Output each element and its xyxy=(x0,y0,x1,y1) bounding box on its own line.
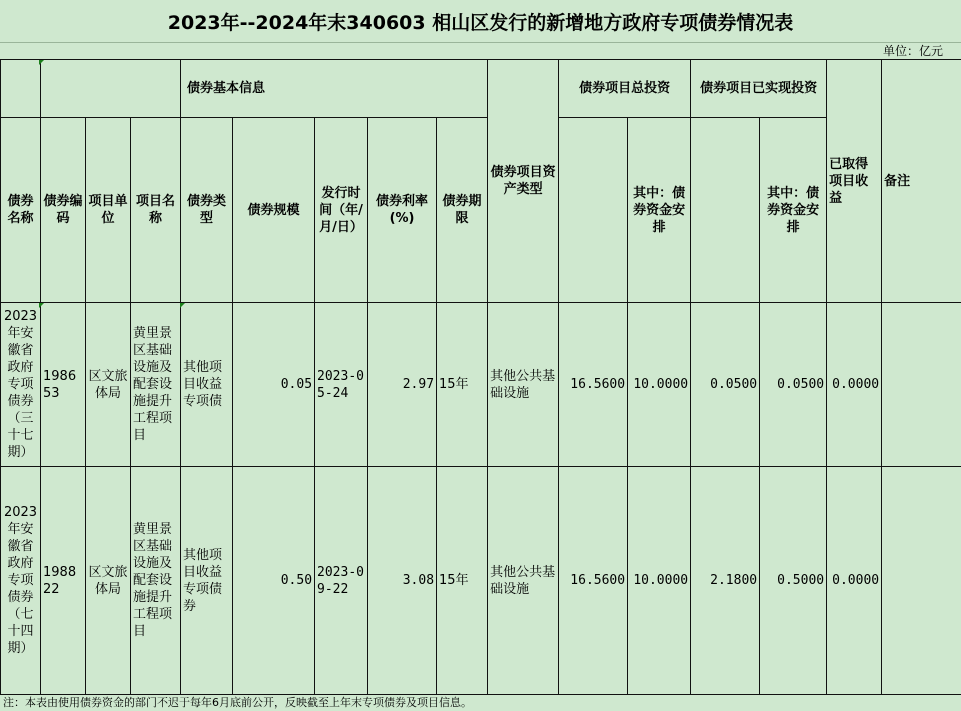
realized-bond-funds-cell: 0.5000 xyxy=(760,467,827,695)
cell-comment-marker xyxy=(180,303,185,308)
interest-rate-header: 债券利率(%) xyxy=(368,118,437,303)
realized-invest-cell: 2.1800 xyxy=(691,467,760,695)
unit-label: 单位：亿元 xyxy=(882,44,943,58)
total-invest-amount-header xyxy=(559,118,628,303)
footnote: 注：本表由使用债券资金的部门不迟于每年6月底前公开，反映截至上年末专项债券及项目信息。 xyxy=(3,696,472,709)
asset-type-header: 债券项目资产类型 xyxy=(488,60,559,303)
bond-type-cell: 其他项目收益专项债 xyxy=(181,303,233,467)
realized-invest-cell: 0.0500 xyxy=(691,303,760,467)
bond-code-cell: 198653 xyxy=(41,303,86,467)
project-unit-header: 项目单位 xyxy=(86,118,131,303)
project-name-header: 项目名称 xyxy=(131,118,181,303)
remarks-cell xyxy=(882,303,961,467)
project-name-cell: 黄里景区基础设施及配套设施提升工程项目 xyxy=(131,467,181,695)
bond-scale-header: 债券规模 xyxy=(233,118,315,303)
total-invest-cell: 16.5600 xyxy=(559,467,628,695)
issue-date-cell: 2023-05-24 xyxy=(315,303,368,467)
group-basic-header: 债券基本信息 xyxy=(181,60,488,118)
asset-type-cell: 其他公共基础设施 xyxy=(488,467,559,695)
bond-type-header: 债券类型 xyxy=(181,118,233,303)
bond-name-cell: 2023年安徽省政府专项债券（七十四期） xyxy=(1,467,41,695)
term-cell: 15年 xyxy=(437,303,488,467)
term-header: 债券期限 xyxy=(437,118,488,303)
issue-date-header: 发行时间（年/月/日） xyxy=(315,118,368,303)
table-row xyxy=(1,467,961,695)
of-which-bond-funds-header: 其中：债券资金安排 xyxy=(628,118,691,303)
bond-scale-cell: 0.50 xyxy=(233,467,315,695)
cell-comment-marker xyxy=(39,60,44,65)
bond-code-cell: 198822 xyxy=(41,467,86,695)
remarks-cell xyxy=(882,467,961,695)
realized-bond-funds-cell: 0.0500 xyxy=(760,303,827,467)
project-name-cell: 黄里景区基础设施及配套设施提升工程项目 xyxy=(131,303,181,467)
total-bond-funds-cell: 10.0000 xyxy=(628,303,691,467)
income-cell: 0.0000 xyxy=(827,303,882,467)
bond-name-cell: 2023年安徽省政府专项债券（三十七期） xyxy=(1,303,41,467)
bond-code-header: 债券编码 xyxy=(41,118,86,303)
income-header: 已取得项目收益 xyxy=(827,60,882,303)
bond-type-cell: 其他项目收益专项债券 xyxy=(181,467,233,695)
group-realized-invest-header: 债券项目已实现投资 xyxy=(691,60,827,118)
remarks-header: 备注 xyxy=(882,60,961,303)
interest-rate-cell: 3.08 xyxy=(368,467,437,695)
blank-header-cell xyxy=(41,60,181,118)
bond-name-header: 债券名称 xyxy=(1,118,41,303)
income-cell: 0.0000 xyxy=(827,467,882,695)
total-invest-cell: 16.5600 xyxy=(559,303,628,467)
interest-rate-cell: 2.97 xyxy=(368,303,437,467)
term-cell: 15年 xyxy=(437,467,488,695)
issue-date-cell: 2023-09-22 xyxy=(315,467,368,695)
sheet-title: 2023年--2024年末340603 相山区发行的新增地方政府专项债券情况表 xyxy=(0,0,961,43)
of-which-realized-funds-header: 其中：债券资金安排 xyxy=(760,118,827,303)
bond-scale-cell: 0.05 xyxy=(233,303,315,467)
asset-type-cell: 其他公共基础设施 xyxy=(488,303,559,467)
project-unit-cell: 区文旅体局 xyxy=(86,467,131,695)
total-bond-funds-cell: 10.0000 xyxy=(628,467,691,695)
realized-invest-amount-header xyxy=(691,118,760,303)
cell-comment-marker xyxy=(39,303,44,308)
bond-table xyxy=(0,59,961,695)
project-unit-cell: 区文旅体局 xyxy=(86,303,131,467)
blank-header-cell xyxy=(1,60,41,118)
table-row xyxy=(1,303,961,467)
group-total-invest-header: 债券项目总投资 xyxy=(559,60,691,118)
